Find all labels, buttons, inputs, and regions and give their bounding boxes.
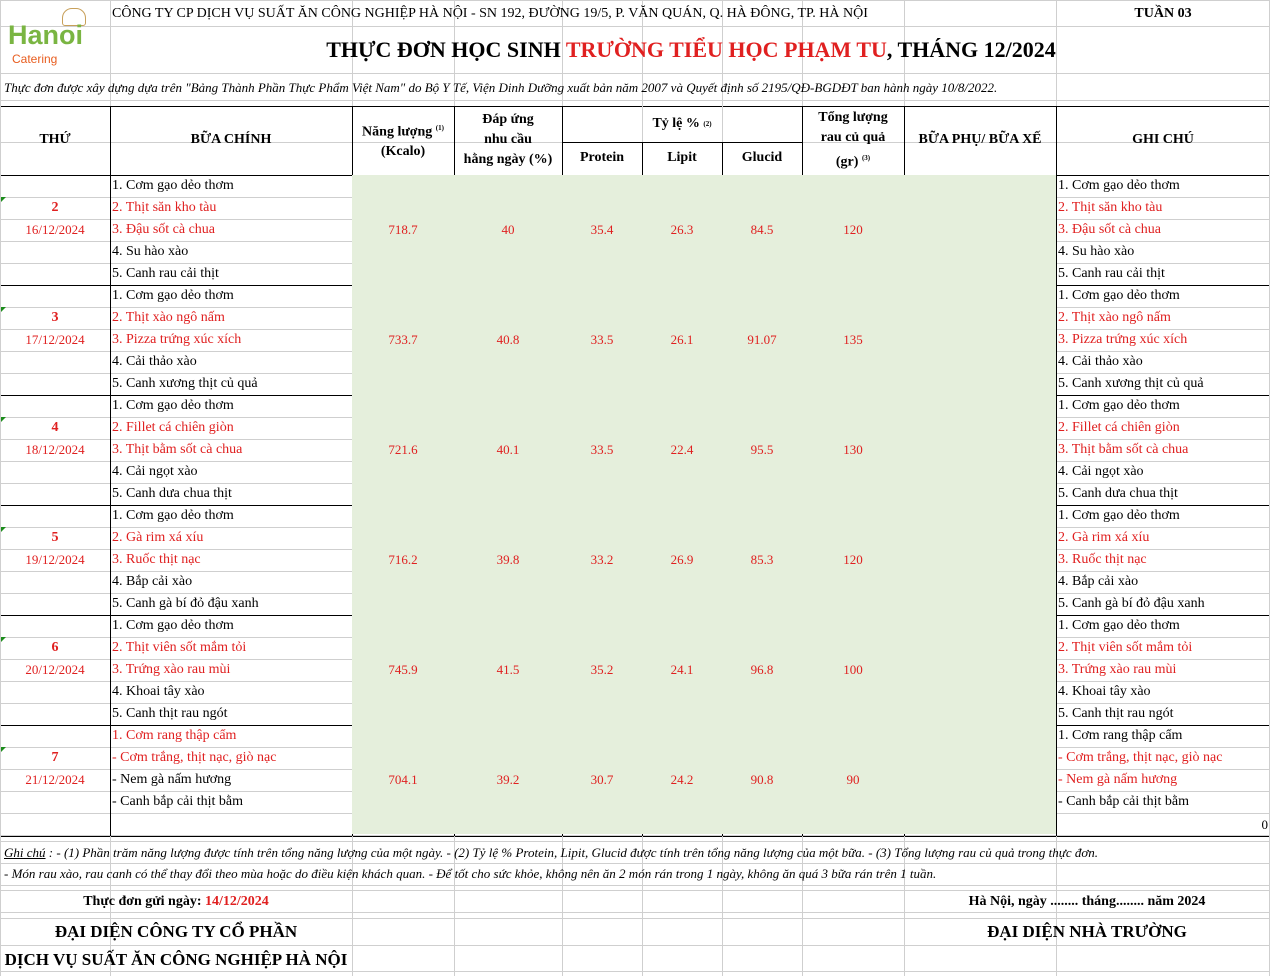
header-veg [802,106,904,174]
footnote-line-2: - Món rau xào, rau canh có thể thay đổi theo mùa hoặc do điều kiện khách quan. - Để tốt cho sức khỏe, không nên ăn 2 món rán trong 1 ngày, không ăn quá 3 bữa rán trên 1 tuần. [4,866,937,881]
title-school: TRƯỜNG TIỂU HỌC PHẠM TU [565,37,887,62]
week-label: TUẦN 03 [1134,6,1192,21]
dish-item: 1. Cơm gạo dẻo thơm [112,288,234,303]
value-energy: 716.2 [388,552,418,567]
note-item: 1. Cơm gạo dẻo thơm [1058,178,1180,193]
logo-subtext: Catering [12,52,58,66]
note-item: 2. Fillet cá chiên giòn [1058,420,1180,435]
zero-value: 0 [1261,817,1268,832]
day-number: 5 [51,530,59,545]
place-date-line: Hà Nội, ngày ........ tháng........ năm 2024 [968,894,1206,909]
value-lipit: 24.2 [670,772,694,787]
signature-right: ĐẠI DIỆN NHÀ TRƯỜNG [987,922,1187,941]
header-meet-3: hằng ngày (%) [463,152,553,167]
dish-item: 2. Fillet cá chiên giòn [112,420,234,435]
header-protein: Protein [579,150,625,165]
header-note: GHI CHÚ [1132,132,1194,147]
dish-item: 1. Cơm gạo dẻo thơm [112,398,234,413]
dish-item: 1. Cơm gạo dẻo thơm [112,618,234,633]
value-veg: 100 [843,662,863,677]
grid-row-line [0,885,1270,886]
value-veg: 130 [843,442,863,457]
note-item: 1. Cơm gạo dẻo thơm [1058,508,1180,523]
day-date: 18/12/2024 [25,442,85,457]
dish-item: 5. Canh gà bí đỏ đậu xanh [112,596,259,611]
footnote-label: Ghi chú [4,845,46,860]
dish-item: - Nem gà nấm hương [112,772,232,787]
value-glucid: 85.3 [750,552,774,567]
value-glucid: 95.5 [750,442,774,457]
header-meet-2: nhu cầu [484,132,532,147]
value-lipit: 22.4 [670,442,694,457]
note-item: 3. Đậu sốt cà chua [1058,222,1162,237]
grid-row-line [0,73,1270,74]
dish-item: 5. Canh rau cải thịt [112,266,219,281]
signature-left-line-2: DỊCH VỤ SUẤT ĂN CÔNG NGHIỆP HÀ NỘI [4,950,348,969]
table-row-border [0,836,1270,837]
dish-item: - Canh bắp cải thịt bằm [112,794,244,809]
dish-item: 4. Khoai tây xào [112,684,205,699]
value-energy: 745.9 [388,662,418,677]
grid-row-line [0,26,1270,27]
header-lipit: Lipit [667,150,697,165]
header-veg-2: rau củ quả [820,129,886,145]
header-ratio-label: Tỷ lệ % [652,116,700,131]
title-part1: THỰC ĐƠN HỌC SINH [326,37,566,62]
day-number: 4 [51,420,59,435]
note-item: 2. Thịt săn kho tàu [1058,200,1163,215]
data-shaded-area [352,175,1056,834]
dish-item: 3. Thịt bằm sốt cà chua [112,442,243,457]
note-item: - Cơm trắng, thịt nạc, giò nạc [1058,750,1223,765]
header-energy-label: Năng lượng [362,124,433,140]
value-veg: 90 [846,772,860,787]
day-number: 7 [51,750,59,765]
note-item: 2. Gà rim xá xíu [1058,530,1150,545]
value-energy: 721.6 [388,442,418,457]
value-veg: 120 [843,552,863,567]
value-energy: 704.1 [388,772,418,787]
note-item: - Nem gà nấm hương [1058,772,1178,787]
value-glucid: 96.8 [750,662,774,677]
title-part2: , THÁNG 12/2024 [886,37,1056,62]
signature-left-line-1: ĐẠI DIỆN CÔNG TY CỔ PHẦN [54,922,298,941]
grid-row-line [0,945,1270,946]
dish-item: 1. Cơm rang thập cẩm [112,728,237,743]
note-item: 4. Cải thảo xào [1058,354,1143,369]
note-item: 5. Canh dưa chua thịt [1058,486,1178,501]
note-item: 4. Bắp cải xào [1058,574,1139,589]
value-protein: 30.7 [590,772,614,787]
header-energy-unit: (Kcalo) [380,144,426,160]
day-number: 2 [51,200,59,215]
footnote-line-1 [4,843,1266,863]
header-veg-1: Tổng lượng [818,109,888,125]
page-title [112,30,1270,70]
dish-item: 2. Gà rim xá xíu [112,530,204,545]
dish-item: 2. Thịt xào ngô nấm [112,310,225,325]
note-item: 4. Cải ngọt xào [1058,464,1144,479]
note-item: 1. Cơm gạo dẻo thơm [1058,288,1180,303]
dish-item: 2. Thịt viên sốt mắm tỏi [112,640,247,655]
note-item: 2. Thịt xào ngô nấm [1058,310,1171,325]
header-day: THỨ [39,132,71,147]
day-date: 20/12/2024 [25,662,85,677]
note-item: 1. Cơm gạo dẻo thơm [1058,398,1180,413]
day-date: 17/12/2024 [25,332,85,347]
header-glucid: Glucid [741,150,783,165]
value-glucid: 84.5 [750,222,774,237]
day-date: 21/12/2024 [25,772,85,787]
header-main-meal: BỮA CHÍNH [190,132,272,147]
header-veg-sup: (3) [861,153,871,162]
value-meet: 41.5 [496,662,520,677]
note-item: 3. Trứng xào rau mùi [1058,662,1177,677]
value-meet: 40 [501,222,515,237]
dish-item: 5. Canh dưa chua thịt [112,486,232,501]
header-meet [454,106,562,174]
day-number: 3 [51,310,59,325]
logo-wordmark: Hanoi [8,20,84,50]
value-lipit: 26.9 [670,552,694,567]
grid-row-line [0,918,1270,919]
header-veg-3: (gr) [835,154,859,170]
header-extra-meal: BỮA PHỤ/ BỮA XẾ [918,132,1042,147]
dish-item: 3. Pizza trứng xúc xích [112,332,242,347]
note-item: 5. Canh rau cải thịt [1058,266,1165,281]
value-protein: 33.5 [590,442,614,457]
dish-item: 3. Ruốc thịt nạc [112,552,201,567]
note-item: 1. Cơm rang thập cẩm [1058,728,1183,743]
note-item: 5. Canh gà bí đỏ đậu xanh [1058,596,1205,611]
company-address: CÔNG TY CP DỊCH VỤ SUẤT ĂN CÔNG NGHIỆP HÀ NỘI - SN 192, ĐƯỜNG 19/5, P. VĂN QUÁN, Q. HÀ ĐÔNG, TP. HÀ NỘI [112,6,868,21]
grid-row-line [0,0,1270,1]
dish-item: 4. Su hào xào [112,244,189,259]
grid-row-line [0,841,1270,842]
value-veg: 120 [843,222,863,237]
value-meet: 40.8 [496,332,520,347]
dish-item: 1. Cơm gạo dẻo thơm [112,178,234,193]
dish-item: 4. Cải thảo xào [112,354,197,369]
note-item: 4. Su hào xào [1058,244,1135,259]
sent-date-line [0,891,352,913]
value-glucid: 90.8 [750,772,774,787]
value-protein: 33.5 [590,332,614,347]
value-meet: 39.8 [496,552,520,567]
header-meet-1: Đáp ứng [482,112,534,127]
dish-item: 4. Bắp cải xào [112,574,193,589]
note-item: - Canh bắp cải thịt bằm [1058,794,1190,809]
dish-item: - Cơm trắng, thịt nạc, giò nạc [112,750,277,765]
value-protein: 35.2 [590,662,614,677]
sent-date-value: 14/12/2024 [205,894,269,909]
sent-date-label: Thực đơn gửi ngày: [83,894,206,909]
dish-item: 4. Cải ngọt xào [112,464,198,479]
dish-item: 1. Cơm gạo dẻo thơm [112,508,234,523]
day-date: 19/12/2024 [25,552,85,567]
header-ratio-sup: (2) [703,120,712,128]
note-item: 3. Thịt bằm sốt cà chua [1058,442,1189,457]
company-logo [4,8,104,70]
note-item: 5. Canh thịt rau ngót [1058,706,1174,721]
dish-item: 5. Canh thịt rau ngót [112,706,228,721]
footnote-text-1: : - (1) Phần trăm năng lượng được tính trên tổng năng lượng của một ngày. - (2) Tỷ lệ % Protein, Lipit, Glucid được tính trên tổng năng lượng của một bữa. - (3) Tổng lượng rau củ quả trong thực đơn. [45,845,1099,860]
note-item: 4. Khoai tây xào [1058,684,1151,699]
dish-item: 2. Thịt săn kho tàu [112,200,217,215]
dish-item: 3. Đậu sốt cà chua [112,222,216,237]
subtitle-source: Thực đơn được xây dựng dựa trên "Bảng Thành Phần Thực Phẩm Việt Nam" do Bộ Y Tế, Viện Dinh Dưỡng xuất bản năm 2007 và Quyết định số 2195/QĐ-BGDĐT ban hành ngày 10/8/2022. [4,80,998,95]
note-item: 1. Cơm gạo dẻo thơm [1058,618,1180,633]
dish-item: 3. Trứng xào rau mùi [112,662,231,677]
table-col-border [110,106,111,836]
header-energy [352,106,454,174]
value-meet: 39.2 [496,772,520,787]
day-number: 6 [51,640,59,655]
value-protein: 35.4 [590,222,614,237]
note-item: 2. Thịt viên sốt mắm tỏi [1058,640,1193,655]
dish-item: 5. Canh xương thịt củ quả [112,376,258,391]
header-ratio [562,106,802,142]
grid-row-line [0,100,1270,101]
value-energy: 733.7 [388,332,418,347]
note-item: 3. Ruốc thịt nạc [1058,552,1147,567]
value-energy: 718.7 [388,222,418,237]
value-lipit: 26.3 [670,222,694,237]
value-meet: 40.1 [496,442,520,457]
header-energy-sup: (1) [435,123,444,132]
value-lipit: 24.1 [670,662,694,677]
note-item: 3. Pizza trứng xúc xích [1058,332,1188,347]
value-lipit: 26.1 [670,332,694,347]
value-veg: 135 [843,332,863,347]
day-date: 16/12/2024 [25,222,85,237]
table-col-border [1056,106,1057,836]
value-protein: 33.2 [590,552,614,567]
value-glucid: 91.07 [747,332,777,347]
note-item: 5. Canh xương thịt củ quả [1058,376,1204,391]
